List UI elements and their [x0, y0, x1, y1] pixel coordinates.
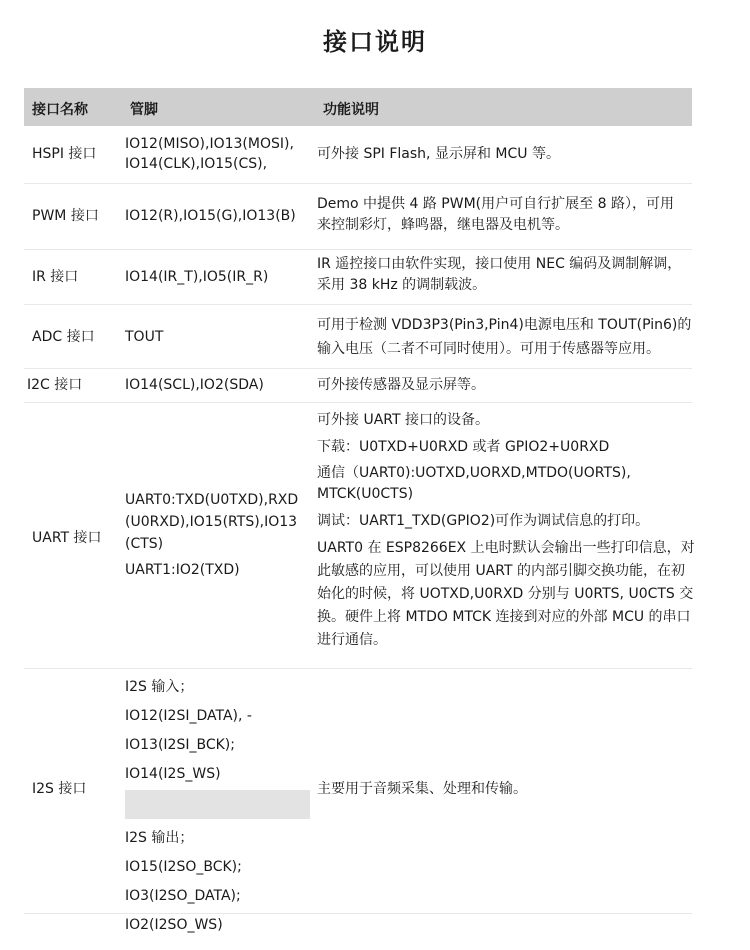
pin-line: IO12(I2SI_DATA), -	[125, 708, 252, 724]
interface-name: HSPI 接口	[32, 146, 97, 162]
header-function: 功能说明	[323, 102, 379, 118]
desc-line: 主要用于音频采集、处理和传输。	[317, 781, 527, 797]
function-cell	[317, 779, 737, 800]
desc-line: 此敏感的应用，可以使用 UART 的内部引脚交换功能，在初	[317, 563, 685, 579]
pin-line: IO12(MISO),IO13(MOSI),	[125, 136, 294, 152]
table-row	[24, 369, 692, 403]
desc-line: 通信（UART0):UOTXD,UORXD,MTDO(UORTS),	[317, 465, 631, 481]
desc-line: Demo 中提供 4 路 PWM(用户可自行扩展至 8 路），可用	[317, 196, 674, 212]
pin-line: IO14(IR_T),IO5(IR_R)	[125, 269, 269, 285]
function-cell	[317, 194, 737, 236]
pins-cell	[125, 489, 310, 581]
table-row	[24, 184, 692, 250]
desc-block	[317, 463, 737, 505]
desc-line: 下载：U0TXD+U0RXD 或者 GPIO2+U0RXD	[317, 439, 610, 455]
desc-line: 换。硬件上将 MTDO MTCK 连接到对应的外部 MCU 的串口	[317, 609, 691, 625]
interface-name: I2S 接口	[32, 781, 87, 797]
desc-line: 可外接传感器及显示屏等。	[317, 377, 485, 393]
pin-line: IO14(SCL),IO2(SDA)	[125, 377, 264, 393]
interface-name: UART 接口	[32, 530, 102, 546]
pin-line: (CTS)	[125, 536, 164, 552]
pins-cell	[125, 134, 305, 174]
pins-cell	[125, 327, 305, 348]
pins-divider	[125, 790, 310, 819]
pins-cell	[125, 673, 315, 940]
desc-line: 可外接 UART 接口的设备。	[317, 412, 489, 428]
desc-line: 调试：UART1_TXD(GPIO2)可作为调试信息的打印。	[317, 513, 650, 529]
table-row	[24, 250, 692, 305]
table-row	[24, 126, 692, 184]
interface-name: I2C 接口	[27, 377, 83, 393]
desc-line: 始化的时候，将 UOTXD,U0RXD 分别与 U0RTS, U0CTS 交	[317, 586, 694, 602]
function-cell	[317, 409, 737, 652]
table-header	[24, 88, 692, 126]
function-cell	[317, 375, 737, 396]
pin-line: TOUT	[125, 329, 164, 345]
header-pins: 管脚	[130, 102, 158, 118]
pins-cell	[125, 267, 305, 288]
pin-line: IO12(R),IO15(G),IO13(B)	[125, 208, 296, 224]
desc-line: 采用 38 kHz 的调制载波。	[317, 277, 487, 293]
pin-line: IO15(I2SO_BCK);	[125, 859, 242, 875]
desc-line: 可外接 SPI Flash, 显示屏和 MCU 等。	[317, 146, 560, 162]
pin-line: IO3(I2SO_DATA);	[125, 888, 241, 904]
pin-line: IO2(I2SO_WS)	[125, 917, 223, 933]
interface-name: PWM 接口	[32, 208, 99, 224]
function-cell	[317, 313, 737, 361]
pins-cell	[125, 375, 305, 396]
interface-table	[24, 88, 695, 933]
interface-name: ADC 接口	[32, 329, 95, 345]
pin-line: IO14(I2S_WS)	[125, 766, 221, 782]
desc-line: MTCK(U0CTS)	[317, 486, 414, 502]
desc-line: 可用于检测 VDD3P3(Pin3,Pin4)电源电压和 TOUT(Pin6)的	[317, 317, 692, 333]
desc-line: 输入电压（二者不可同时使用）。可用于传感器等应用。	[317, 341, 660, 357]
page-title: 接口说明	[323, 28, 427, 56]
pin-line: UART1:IO2(TXD)	[125, 562, 240, 578]
function-cell	[317, 144, 737, 165]
pin-line: UART0:TXD(U0TXD),RXD	[125, 492, 299, 508]
desc-block	[317, 537, 737, 652]
pin-line: (U0RXD),IO15(RTS),IO13	[125, 514, 298, 530]
table-row	[24, 305, 692, 369]
table-row	[24, 669, 692, 933]
table-row	[24, 403, 695, 669]
desc-line: UART0 在 ESP8266EX 上电时默认会输出一些打印信息，对	[317, 540, 695, 556]
function-cell	[317, 254, 737, 296]
pin-line: I2S 输出；	[125, 830, 194, 846]
pin-line: IO14(CLK),IO15(CS),	[125, 156, 268, 172]
desc-line: 来控制彩灯，蜂鸣器，继电器及电机等。	[317, 217, 569, 233]
interface-name: IR 接口	[32, 269, 79, 285]
desc-line: 进行通信。	[317, 632, 387, 648]
desc-line: IR 遥控接口由软件实现，接口使用 NEC 编码及调制解调，	[317, 256, 682, 272]
pin-line: IO13(I2SI_BCK);	[125, 737, 235, 753]
pin-line: I2S 输入；	[125, 679, 194, 695]
header-interface-name: 接口名称	[32, 102, 88, 118]
pins-cell	[125, 206, 305, 227]
